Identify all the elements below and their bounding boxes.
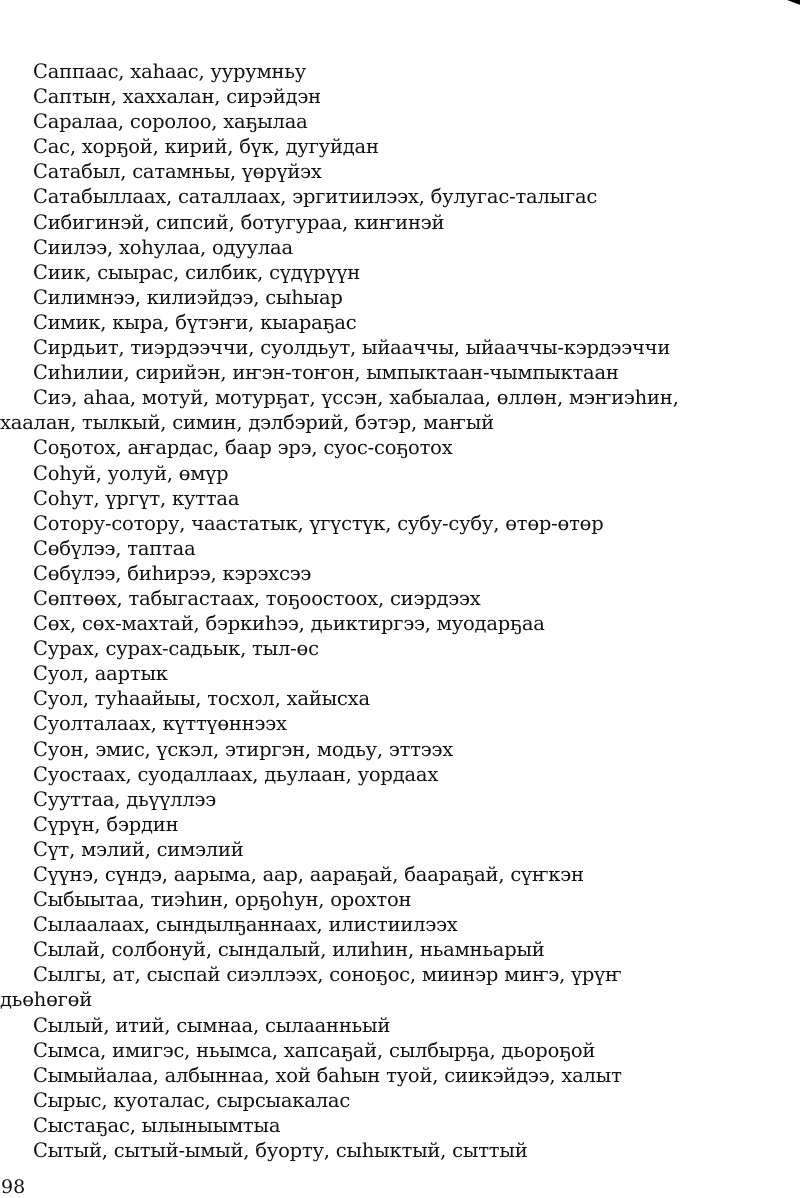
- page-corner-shadow: [671, 0, 800, 18]
- synonym-entry-line: Суон, эмис, үскэл, этиргэн, модьу, эттээх: [33, 737, 454, 761]
- synonym-entry-line: Сатабыллаах, саталлаах, эргитиилээх, булугас-талыгас: [33, 185, 598, 209]
- synonym-entry-line: Саралаа, соролоо, хаҕылаа: [33, 110, 308, 134]
- synonym-entry-line: Сылый, итий, сымнаа, сылаанньый: [33, 1013, 391, 1037]
- synonym-entry-line: Сөбүлээ, таптаа: [33, 536, 196, 560]
- synonym-entry-line: Сибигинэй, сипсий, ботугураа, киҥинэй: [33, 210, 445, 234]
- synonym-entry-line: Сүүнэ, сүндэ, аарыма, аар, аараҕай, баараҕай, сүҥкэн: [33, 863, 584, 886]
- synonym-entry-line: Сиhилии, сирийэн, иҥэн-тоҥон, ымпыктаан-чымпыктаан: [33, 361, 619, 385]
- synonym-continuation-line: хаалан, тылкый, симин, дэлбэрий, бэтэр, маҥый: [0, 411, 494, 435]
- synonym-entry-line: Сүрүн, бэрдин: [33, 812, 179, 836]
- synonym-entry-line: Сыстаҕас, ылыныымтыа: [33, 1113, 281, 1137]
- synonym-entry-line: Сытый, сытый-ымый, буорту, сыhыктый, сыттый: [33, 1139, 528, 1163]
- synonym-entry-line: Соҕотох, аҥардас, баар эрэ, суос-соҕотох: [33, 436, 453, 460]
- synonym-entry-line: Суостаах, суодаллаах, дьулаан, уордаах: [33, 762, 439, 786]
- synonym-entry-line: Сыбыытаа, тиэhин, орҕоhун, орохтон: [33, 888, 412, 912]
- synonym-entry-line: Сырыс, куоталас, сырсыакалас: [33, 1088, 351, 1112]
- document-page: [0, 59, 800, 1163]
- synonym-entry-line: Силимнээ, килиэйдээ, сыhыар: [33, 285, 343, 309]
- page-number: 98: [1, 1176, 26, 1198]
- synonym-entry-line: Сөптөөх, табыгастаах, тоҕоостоох, сиэрдээх: [33, 586, 481, 610]
- synonym-entry-line: Сылгы, ат, сыспай сиэллээх, соноҕос, миинэр миҥэ, үрүҥ: [33, 963, 622, 987]
- synonym-entry-line: Сатабыл, сатамньы, үөрүйэх: [33, 160, 322, 184]
- synonym-entry-line: Сирдьит, тиэрдээччи, суолдьут, ыйааччы, ыйааччы-кэрдээччи: [33, 336, 671, 360]
- synonym-entry-line: Соhут, үргүт, куттаа: [33, 486, 240, 510]
- synonym-entry-line: Суол, аартык: [33, 662, 168, 686]
- synonym-entry-line: Суолталаах, күттүөннээх: [33, 712, 287, 736]
- synonym-entry-line: Сурах, сурах-садьык, тыл-өс: [33, 637, 319, 661]
- synonym-entry-line: Сымыйалаа, албыннаа, хой баhын туой, сиикэйдээ, халыт: [33, 1063, 622, 1087]
- synonym-entry-line: Сылай, солбонуй, сындалый, илиhин, ньамньарый: [33, 938, 545, 962]
- synonym-entry-line: Сиэ, аhаа, мотуй, мотурҕат, үссэн, хабыалаа, өллөн, мэҥиэhин,: [33, 386, 679, 410]
- synonym-entry-line: Сиилээ, хоhулаа, одуулаа: [33, 235, 293, 259]
- synonym-entry-line: Сотору-сотору, чаастатык, үгүстүк, субу-субу, өтөр-өтөр: [33, 511, 604, 535]
- synonym-entry-line: Симик, кыра, бүтэҥи, кыараҕас: [33, 310, 357, 334]
- synonym-entry-line: Сиик, сыырас, силбик, сүдүрүүн: [33, 260, 360, 284]
- synonym-entry-line: Сөх, сөх-махтай, бэркиhээ, дьиктиргээ, муодарҕаа: [33, 612, 545, 636]
- synonym-entry-line: Сымса, имигэс, ньымса, хапсаҕай, сылбырҕа, дьороҕой: [33, 1038, 596, 1062]
- synonym-entry-line: Сылаалаах, сындылҕаннаах, илистиилээх: [33, 913, 458, 937]
- synonym-entry-line: Соhуй, уолуй, өмүр: [33, 461, 229, 485]
- synonym-entry-line: Саппаас, хаhаас, уурумньу: [33, 60, 307, 83]
- synonym-continuation-line: дьөhөгөй: [0, 988, 93, 1012]
- synonym-entry-line: Сүт, мэлий, симэлий: [33, 837, 244, 861]
- synonym-entry-line: Саптын, хаххалан, сирэйдэн: [33, 85, 321, 109]
- synonym-entry-line: Сас, хорҕой, кирий, бүк, дугуйдан: [33, 135, 379, 159]
- synonym-entry-line: Суол, туhаайыы, тосхол, хайысха: [33, 687, 370, 711]
- synonym-entry-line: Сууттаа, дьүүллээ: [33, 787, 216, 811]
- synonym-entry-line: Сөбүлээ, биhирээ, кэрэхсээ: [33, 561, 312, 585]
